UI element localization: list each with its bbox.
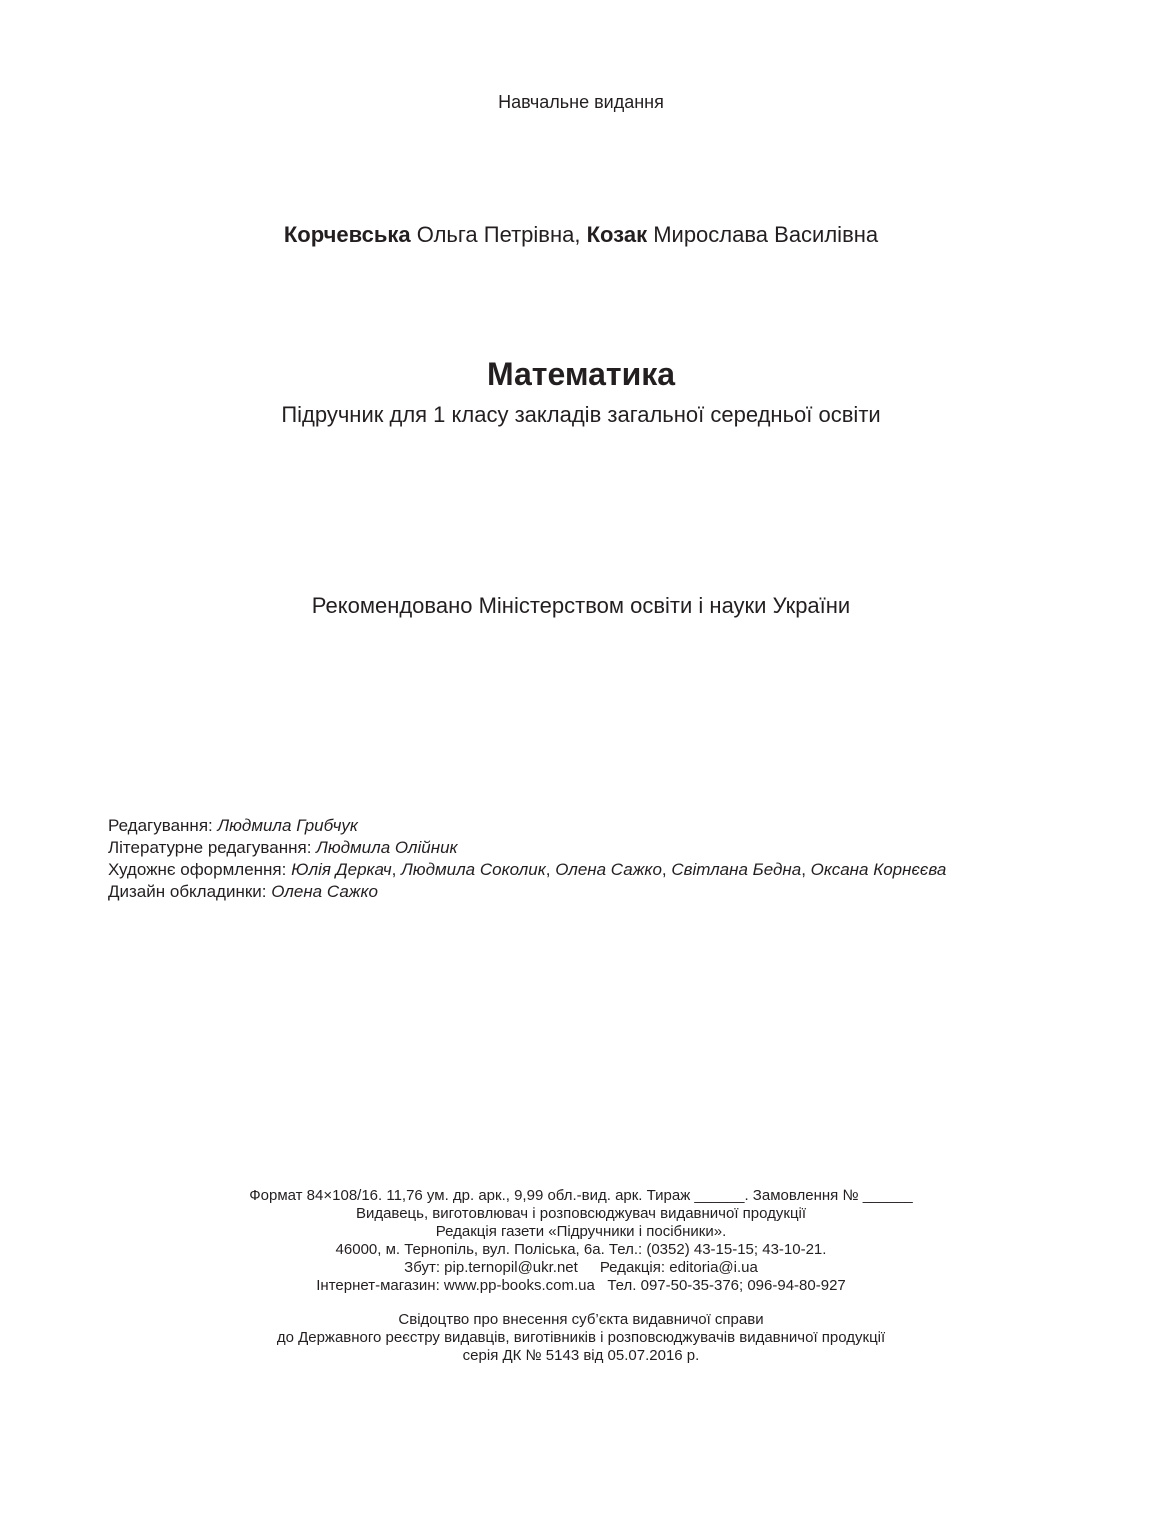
author-1-given: Ольга Петрівна	[416, 222, 575, 247]
credit-label: Дизайн обкладинки:	[108, 882, 272, 901]
credit-name: Людмила Грибчук	[217, 816, 358, 835]
imprint-emails	[0, 1259, 1162, 1277]
certificate-line-3: серія ДК № 5143 від 05.07.2016 р.	[462, 1347, 700, 1364]
credit-editing	[108, 815, 946, 837]
credit-label: Літературне редагування:	[108, 838, 317, 857]
credit-name: Оксана Корнєєва	[810, 860, 947, 879]
credit-name: Людмила Олійник	[316, 838, 458, 857]
credit-name: Юлія Деркач	[291, 860, 392, 879]
book-subtitle: Підручник для 1 класу закладів загальної середньої освіти	[281, 402, 881, 427]
certificate-block	[0, 1311, 1162, 1365]
credit-name: Олена Сажко	[555, 860, 662, 879]
author-2-given: Мирослава Василівна	[653, 222, 879, 247]
recommendation: Рекомендовано Міністерством освіти і науки України	[311, 593, 851, 618]
editorial-email: Редакція: editoria@i.ua	[599, 1259, 758, 1276]
credits-block	[108, 815, 946, 903]
credit-name: Світлана Бедна	[671, 860, 802, 879]
imprint-block	[0, 1187, 1162, 1295]
author-2-surname: Козак	[586, 222, 648, 247]
credit-literary	[108, 837, 946, 859]
edition-type: Навчальне видання	[498, 92, 664, 112]
certificate-line-2: до Державного реєстру видавців, виготівників і розповсюджувачів видавничої продукції	[276, 1329, 886, 1346]
credit-label: Художнє оформлення:	[108, 860, 292, 879]
imprint-format: Формат 84×108/16. 11,76 ум. др. арк., 9,99 обл.-вид. арк. Тираж ______. Замовлення № ______	[249, 1187, 913, 1204]
credit-name: Людмила Соколик	[401, 860, 546, 879]
credit-art: Художнє оформлення: Юлія Деркач, Людмила Соколик, Олена Сажко, Світлана Бедна, Оксана Корнєєва	[108, 860, 947, 879]
imprint-shop	[0, 1277, 1162, 1295]
certificate-line-1: Свідоцтво про внесення суб’єкта видавничої справи	[398, 1311, 764, 1328]
authors-line	[0, 222, 1162, 248]
shop-phone: Тел. 097-50-35-376; 096-94-80-927	[607, 1277, 846, 1294]
imprint-publisher-name: Редакція газети «Підручники і посібники».	[435, 1223, 727, 1240]
book-title: Математика	[486, 356, 676, 392]
credit-label: Редагування:	[108, 816, 218, 835]
author-1-surname: Корчевська	[283, 222, 411, 247]
credit-name: Олена Сажко	[271, 882, 378, 901]
shop-url: Інтернет-магазин: www.pp-books.com.ua	[316, 1277, 595, 1294]
author-separator: ,	[574, 222, 587, 247]
credit-cover	[108, 881, 946, 903]
imprint-publisher: Видавець, виготовлювач і розповсюджувач видавничої продукції	[355, 1205, 807, 1222]
sales-email: Збут: pip.ternopil@ukr.net	[404, 1259, 578, 1276]
imprint-address: 46000, м. Тернопіль, вул. Поліська, 6а. Тел.: (0352) 43-15-15; 43-10-21.	[335, 1241, 827, 1258]
